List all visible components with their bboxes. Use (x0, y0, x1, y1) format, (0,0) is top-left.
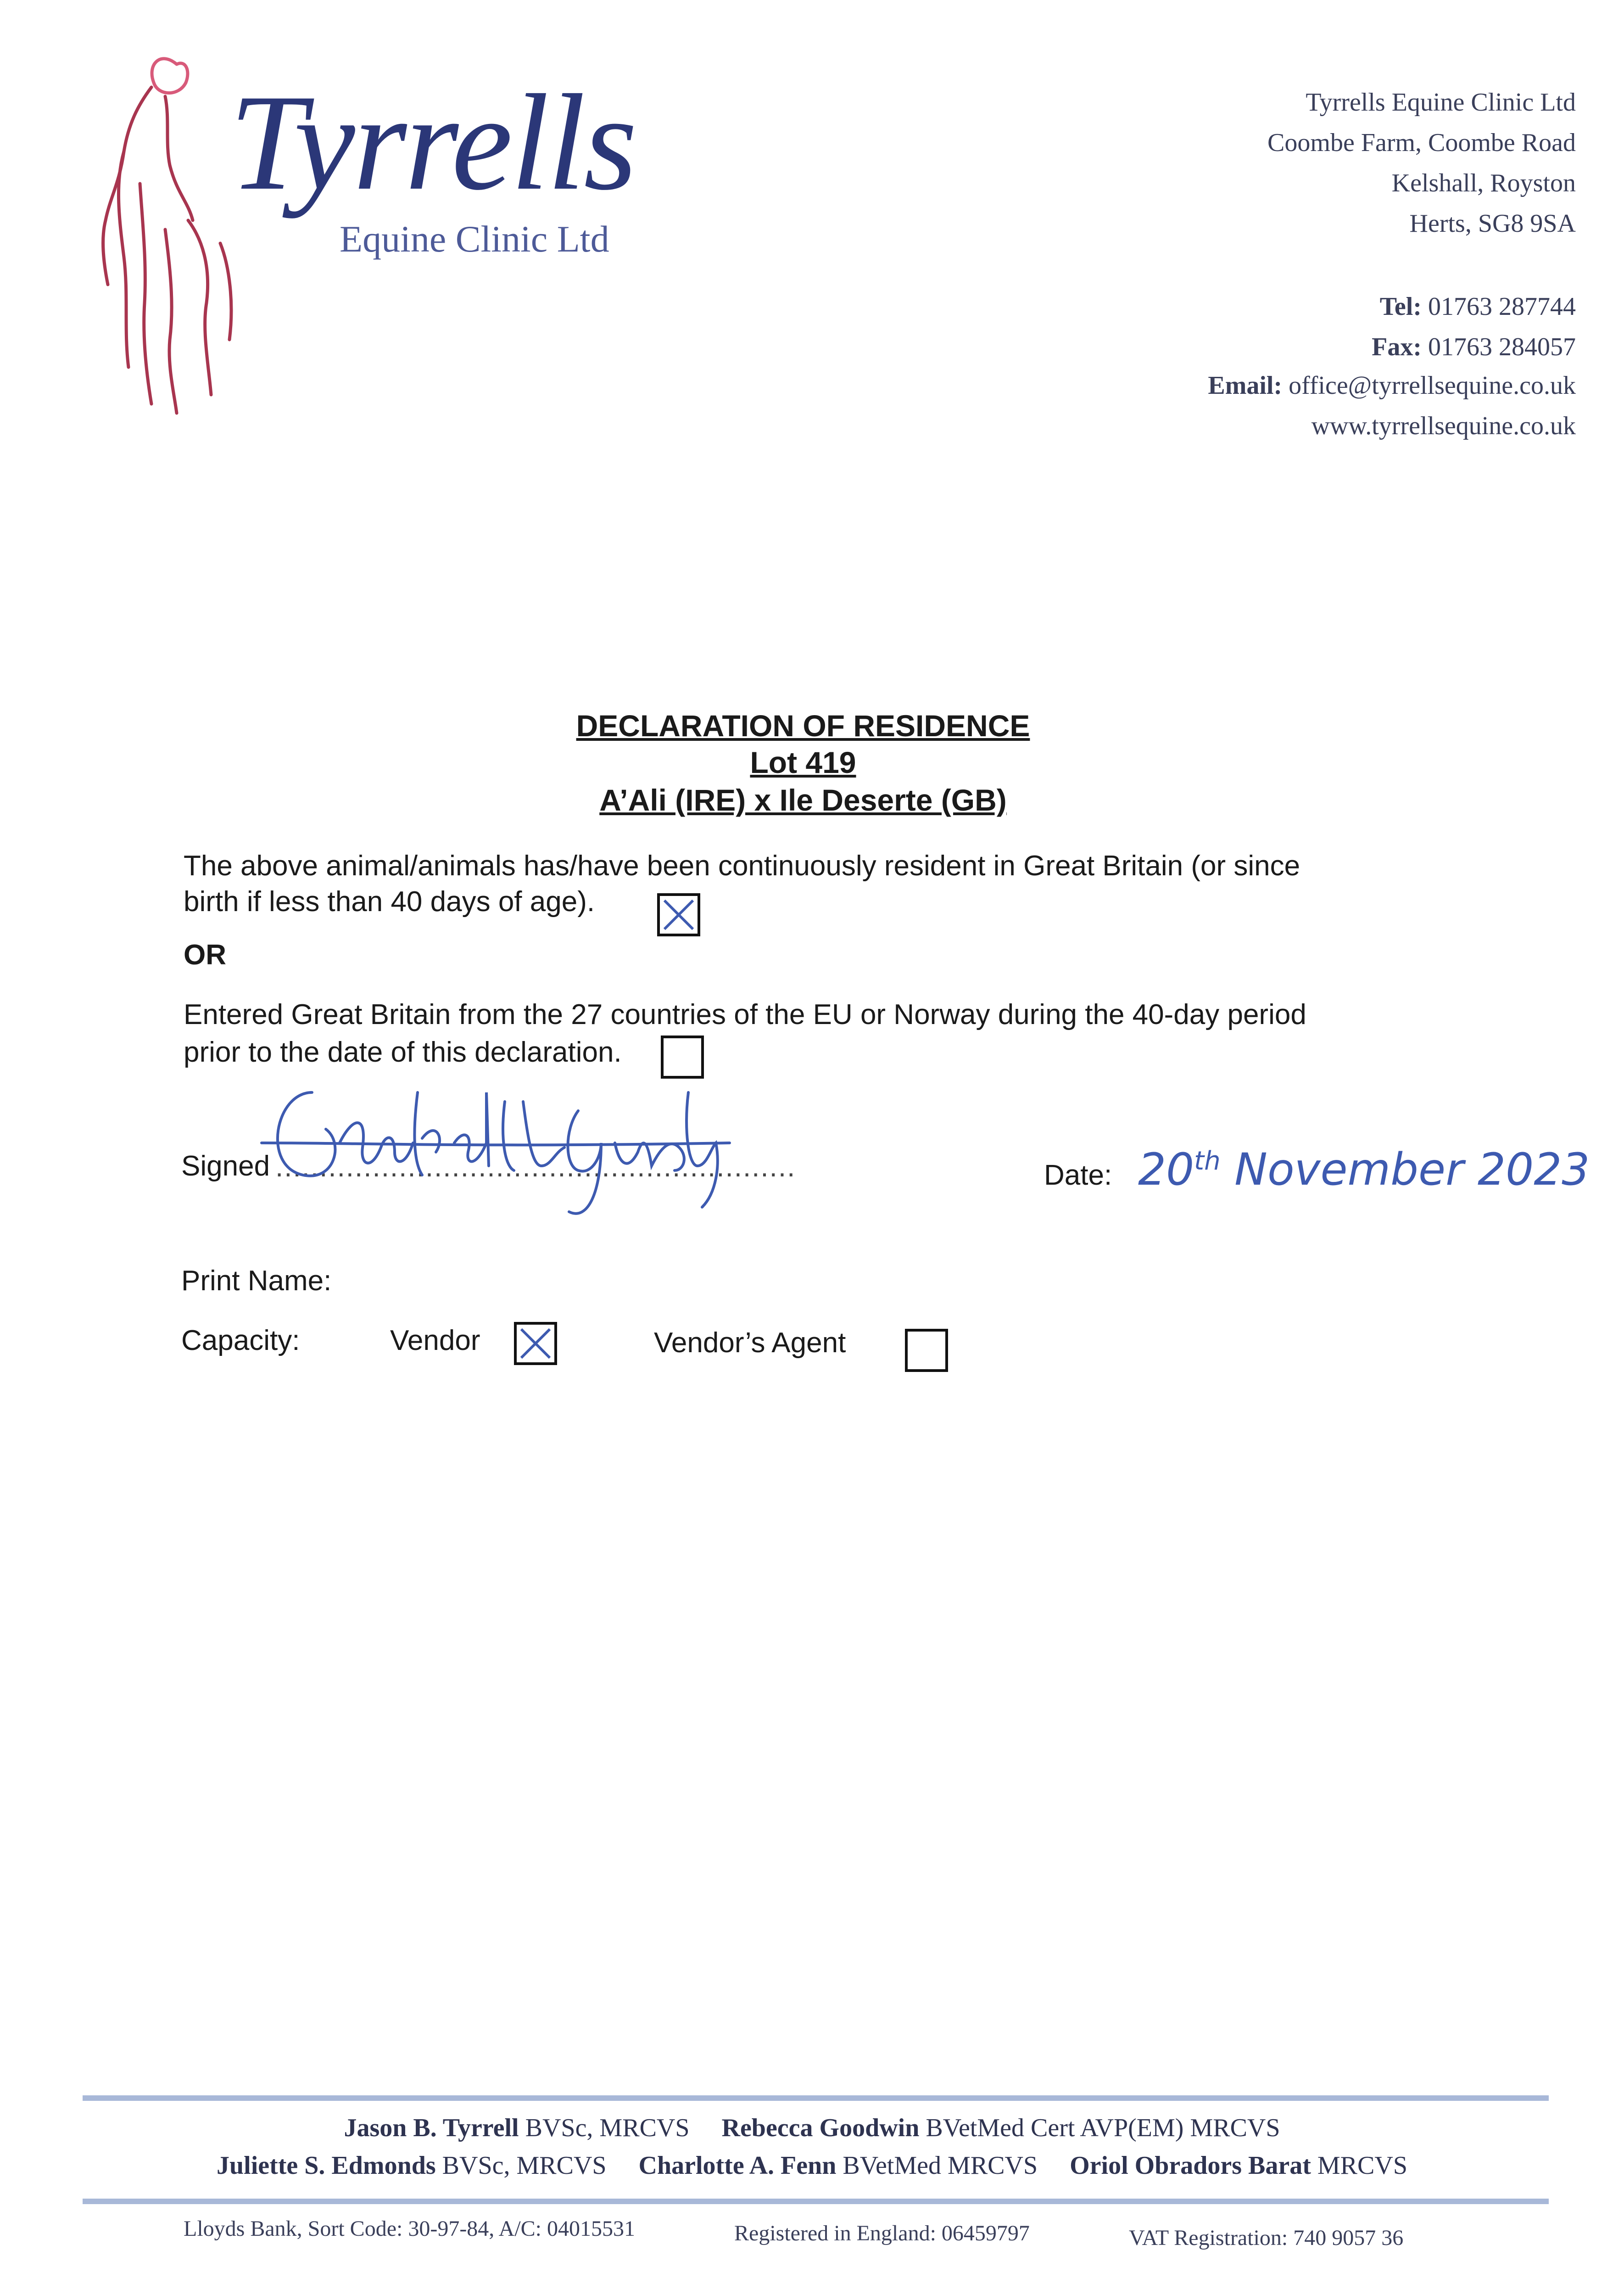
eu-entry-checkbox[interactable] (661, 1036, 704, 1079)
vat-registration: VAT Registration: 740 9057 36 (1129, 2226, 1404, 2250)
date-label: Date: (1044, 1159, 1112, 1191)
address-line-4: Herts, SG8 9SA (1409, 209, 1576, 238)
vet-quals: BVSc, MRCVS (442, 2151, 607, 2180)
vendors-agent-checkbox[interactable] (905, 1329, 948, 1372)
print-name-label: Print Name: (181, 1265, 332, 1297)
email-label: Email: (1208, 371, 1283, 400)
address-line-3: Kelshall, Royston (1391, 169, 1576, 197)
vet-quals: MRCVS (1317, 2151, 1407, 2180)
logo-subtitle: Equine Clinic Ltd (340, 218, 609, 260)
handwritten-date (1138, 1144, 1590, 1195)
horse-logo-icon (96, 46, 248, 418)
vet-name: Rebecca Goodwin (721, 2114, 920, 2142)
footer-vets-row-1 (0, 2115, 1624, 2141)
pedigree: A’Ali (IRE) x Ile Deserte (GB) (599, 783, 1007, 817)
vet-quals: BVSc, MRCVS (525, 2114, 690, 2142)
signature-dots: ........................................................... (275, 1151, 796, 1183)
checkbox-cross-icon (660, 896, 698, 934)
address-line-2: Coombe Farm, Coombe Road (1267, 129, 1576, 157)
vet-name: Charlotte A. Fenn (638, 2151, 837, 2180)
vendors-agent-label: Vendor’s Agent (654, 1327, 846, 1359)
logo-wordmark: Tyrrells (229, 66, 636, 218)
option2-line1: Entered Great Britain from the 27 countries of the EU or Norway during the 40-day period (184, 999, 1306, 1030)
footer-vets-row-2 (0, 2153, 1624, 2178)
footer-rule-top (83, 2095, 1549, 2101)
date-month-year: November 2023 (1234, 1144, 1590, 1195)
lot-number: Lot 419 (750, 745, 856, 779)
or-label: OR (184, 939, 226, 971)
vet-name: Jason B. Tyrrell (344, 2114, 519, 2142)
vendor-label: Vendor (390, 1325, 480, 1356)
residence-checkbox[interactable] (657, 893, 700, 936)
tel-line (1380, 294, 1576, 319)
fax-number: 01763 284057 (1428, 333, 1576, 361)
vendor-checkbox[interactable] (514, 1322, 557, 1365)
fax-label: Fax: (1372, 333, 1422, 361)
option2-line2: prior to the date of this declaration. (184, 1036, 622, 1068)
fax-line (1372, 334, 1576, 360)
vet-name: Oriol Obradors Barat (1070, 2151, 1311, 2180)
vet-quals: BVetMed Cert AVP(EM) MRCVS (926, 2114, 1280, 2142)
company-registration: Registered in England: 06459797 (734, 2221, 1030, 2245)
footer-rule-bottom (83, 2199, 1549, 2204)
bank-details: Lloyds Bank, Sort Code: 30-97-84, A/C: 04015531 (184, 2217, 635, 2241)
signed-label: Signed (181, 1150, 270, 1182)
document-title: DECLARATION OF RESIDENCE (576, 709, 1030, 743)
tel-label: Tel: (1379, 292, 1422, 321)
email-address[interactable]: office@tyrrellsequine.co.uk (1289, 371, 1576, 400)
website-link[interactable]: www.tyrrellsequine.co.uk (1311, 412, 1576, 440)
option1-line1: The above animal/animals has/have been continuously resident in Great Britain (or since (184, 850, 1300, 882)
date-day: 20 (1138, 1144, 1194, 1195)
vet-name: Juliette S. Edmonds (217, 2151, 436, 2180)
option1-line2: birth if less than 40 days of age). (184, 886, 595, 918)
tel-number: 01763 287744 (1428, 292, 1576, 321)
date-suffix: th (1194, 1146, 1221, 1176)
vet-quals: BVetMed MRCVS (843, 2151, 1038, 2180)
capacity-label: Capacity: (181, 1325, 300, 1356)
address-line-1: Tyrrells Equine Clinic Ltd (1306, 88, 1576, 117)
email-line (1208, 373, 1576, 398)
checkbox-cross-icon (517, 1325, 554, 1362)
signature-image (248, 1074, 753, 1226)
